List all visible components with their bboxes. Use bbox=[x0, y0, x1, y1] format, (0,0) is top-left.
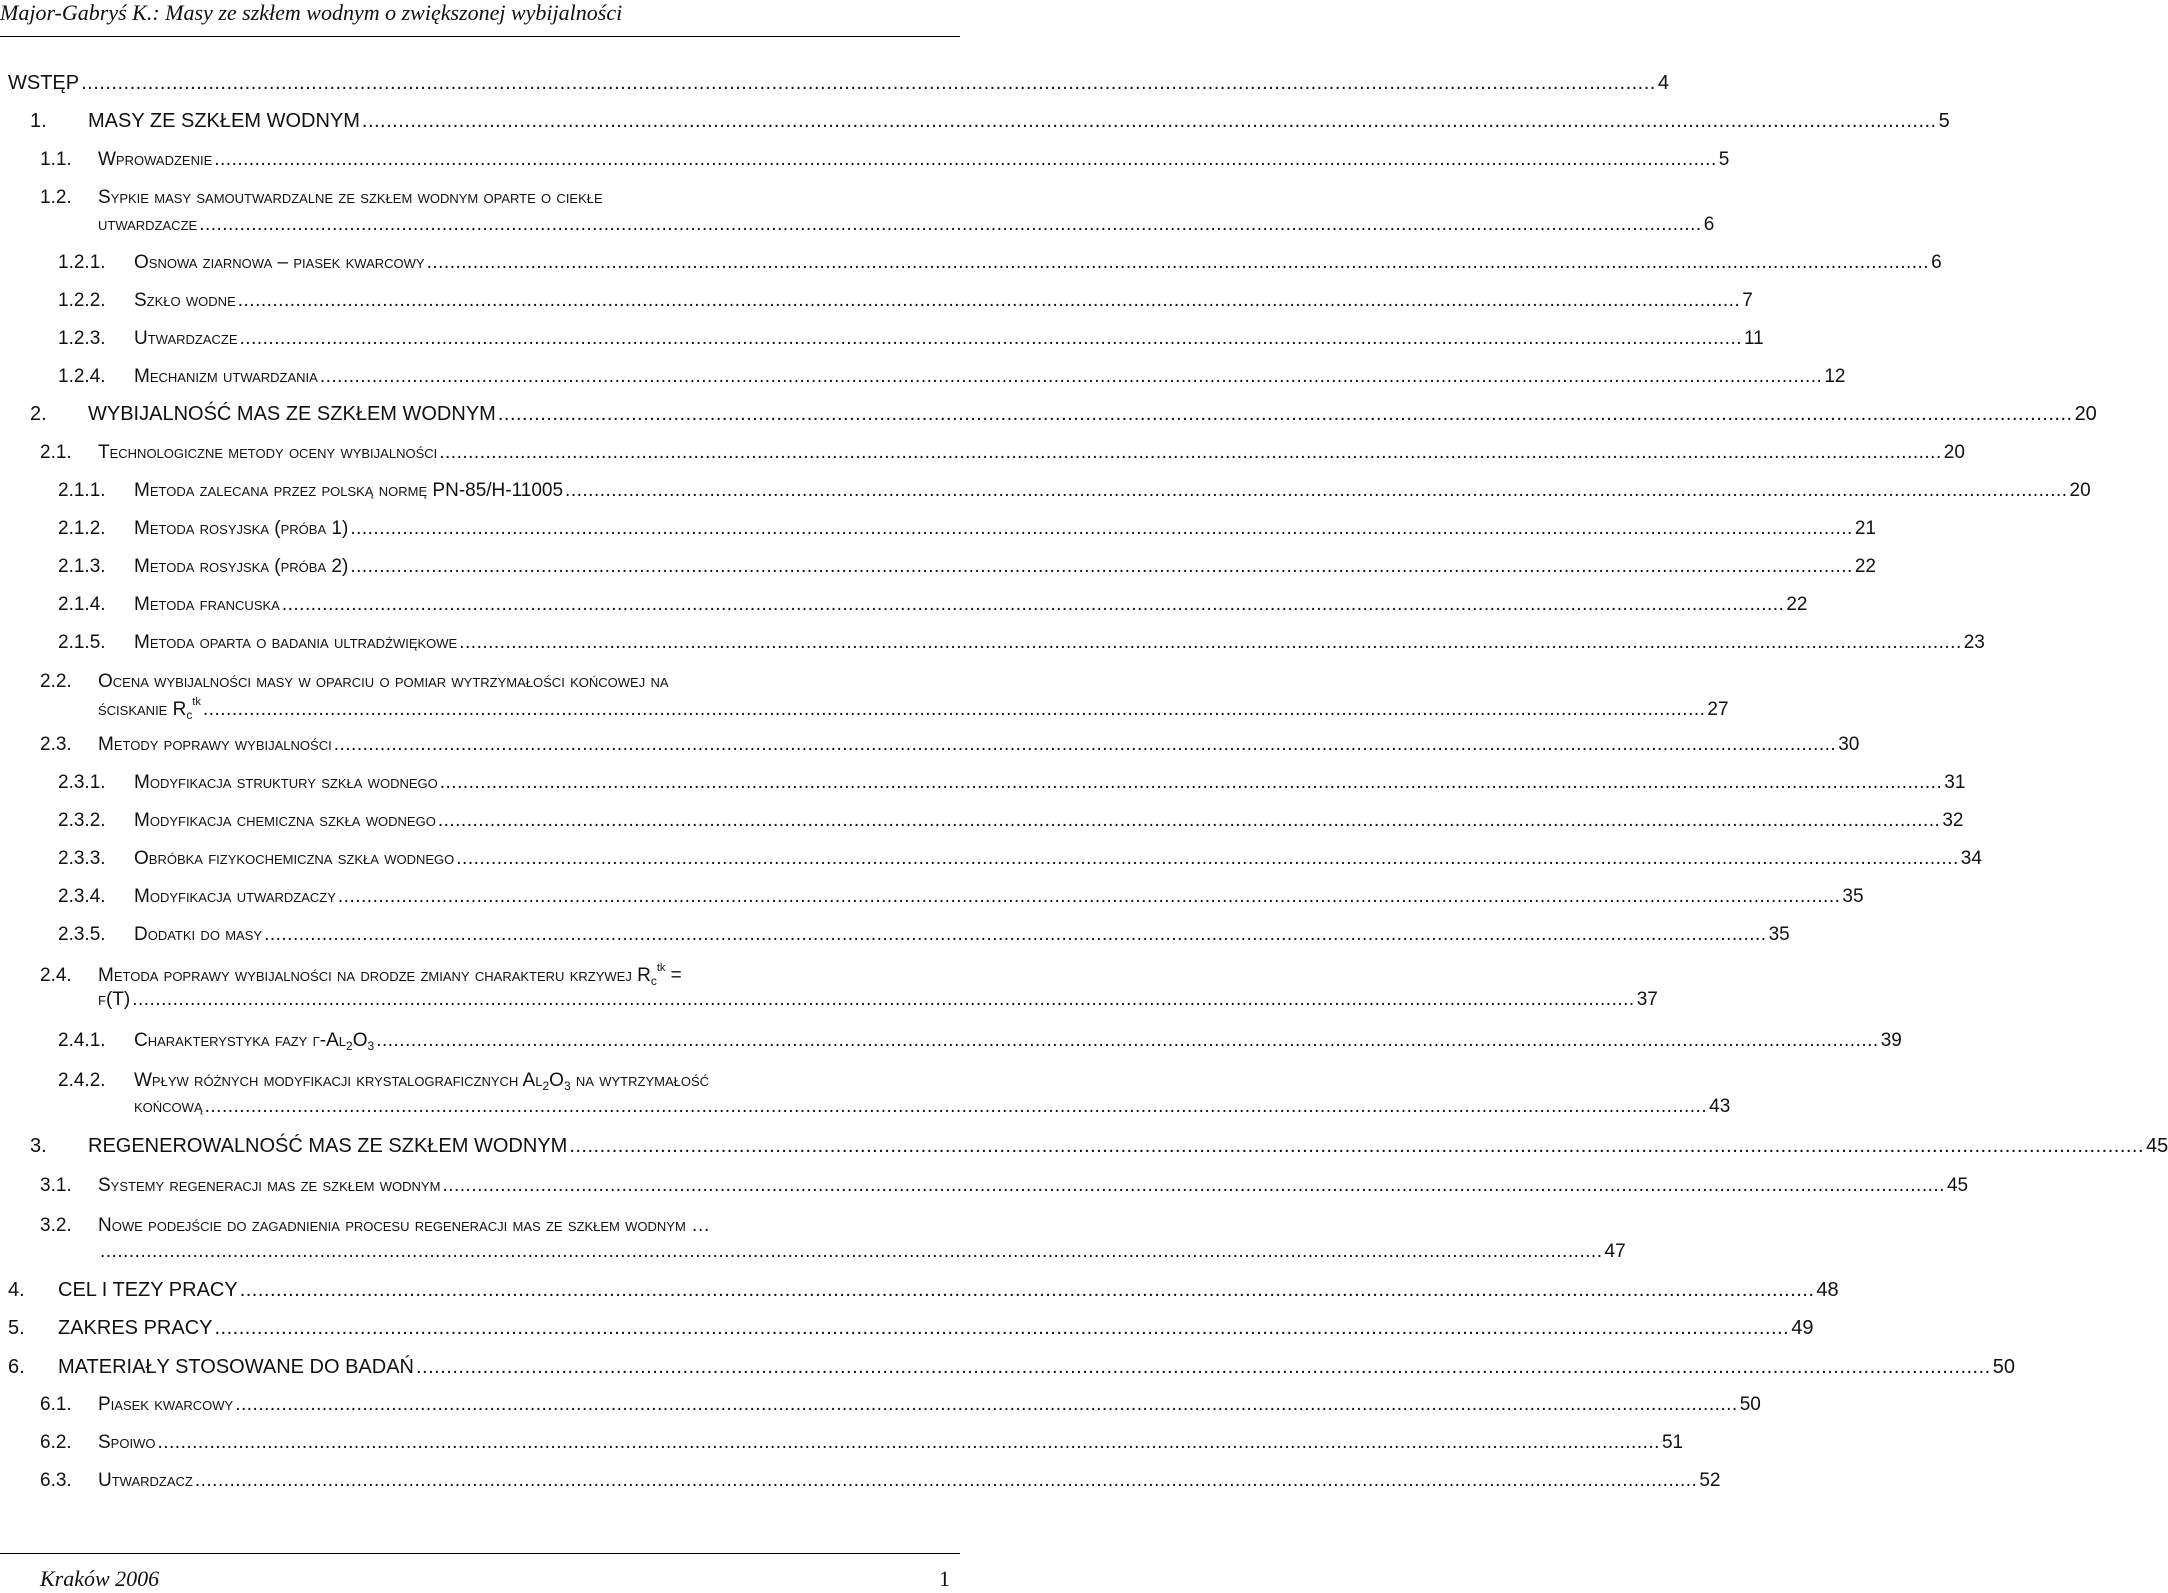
toc-entry-number: 2.1.1. bbox=[58, 480, 106, 501]
toc-entry-2-4-line1[interactable]: 2.4. Metoda poprawy wybijalności na drodze zmiany charakteru krzywej $R_c^{tk}$ = bbox=[40, 962, 682, 988]
toc-entry-title: Technologiczne metody oceny wybijalności bbox=[98, 442, 438, 463]
toc-leader-dots bbox=[338, 886, 1841, 908]
toc-entry-2-2-line1[interactable] bbox=[40, 671, 669, 693]
toc-entry-title: Charakterystyka fazy $\gamma-Al_2O_3$ bbox=[134, 1030, 375, 1053]
toc-entry-2-4-2[interactable] bbox=[58, 1096, 1731, 1118]
toc-entry-3[interactable] bbox=[30, 1135, 2168, 1158]
toc-entry-number: 1.2.4. bbox=[58, 366, 106, 387]
toc-entry-title-cont: f(T) bbox=[98, 989, 131, 1010]
toc-entry-title: Modyfikacja chemiczna szkła wodnego bbox=[134, 810, 436, 831]
toc-entry-title: Metoda francuska bbox=[134, 594, 280, 615]
toc-entry-page: 35 bbox=[1768, 924, 1790, 945]
toc-entry-page: 22 bbox=[1854, 556, 1876, 577]
toc-entry-page: 52 bbox=[1699, 1470, 1721, 1491]
toc-leader-dots bbox=[442, 1175, 1945, 1197]
toc-entry-page: 23 bbox=[1963, 632, 1985, 653]
toc-entry-page: 43 bbox=[1709, 1096, 1731, 1117]
toc-entry-number: 2.3.3. bbox=[58, 848, 106, 869]
toc-leader-dots bbox=[439, 442, 1942, 464]
toc-leader-dots bbox=[438, 810, 1941, 832]
toc-entry-page: 45 bbox=[1946, 1175, 1969, 1196]
toc-leader-dots bbox=[214, 1317, 1789, 1340]
toc-entry-title: REGENEROWALNOŚĆ MAS ZE SZKŁEM WODNYM bbox=[88, 1135, 568, 1157]
toc-entry-page: 6 bbox=[1931, 252, 1942, 273]
toc-entry-2-3-5[interactable] bbox=[58, 924, 1790, 946]
toc-entry-2-1[interactable] bbox=[40, 442, 1965, 464]
toc-entry-page: 30 bbox=[1838, 734, 1860, 755]
toc-entry-title: ZAKRES PRACY bbox=[58, 1317, 213, 1339]
toc-entry-number: 2.3.4. bbox=[58, 886, 106, 907]
toc-entry-1-2-2[interactable] bbox=[58, 290, 1753, 312]
toc-entry-number: 2.2. bbox=[40, 671, 72, 692]
toc-entry-number: 1.2. bbox=[40, 187, 72, 208]
toc-entry-number: 2.3.2. bbox=[58, 810, 106, 831]
toc-leader-dots bbox=[498, 403, 2073, 426]
toc-entry-page: 4 bbox=[1657, 72, 1669, 94]
toc-leader-dots bbox=[81, 72, 1656, 95]
toc-entry-3-2[interactable] bbox=[40, 1241, 1626, 1263]
toc-entry-wstep[interactable] bbox=[8, 72, 1669, 95]
toc-entry-2-4[interactable] bbox=[40, 989, 1658, 1011]
toc-leader-dots bbox=[376, 1030, 1879, 1052]
toc-entry-page: 5 bbox=[1718, 149, 1730, 170]
toc-entry-title: Obróbka fizykochemiczna szkła wodnego bbox=[134, 848, 455, 869]
toc-entry-1-2-4[interactable] bbox=[58, 366, 1846, 388]
toc-entry-number: 2.3.1. bbox=[58, 772, 106, 793]
toc-entry-number: 4. bbox=[8, 1279, 25, 1301]
toc-entry-title: Spoiwo bbox=[98, 1432, 156, 1453]
toc-entry-1[interactable] bbox=[30, 110, 1950, 133]
toc-leader-dots bbox=[334, 734, 1837, 756]
toc-entry-title: Modyfikacja struktury szkła wodnego bbox=[134, 772, 438, 793]
toc-leader-dots bbox=[350, 556, 1853, 578]
toc-entry-2-4-1[interactable] bbox=[58, 1030, 1902, 1053]
toc-leader-dots bbox=[235, 1394, 1738, 1416]
toc-leader-dots bbox=[350, 518, 1853, 540]
toc-leader-dots bbox=[264, 924, 1767, 946]
toc-leader-dots bbox=[214, 149, 1717, 171]
toc-leader-dots bbox=[203, 699, 1706, 721]
toc-entry-number: 1.2.1. bbox=[58, 252, 106, 273]
footer-place-date: Kraków 2006 bbox=[40, 1566, 160, 1591]
toc-leader-dots bbox=[459, 632, 1962, 654]
toc-entry-number: 2.1.5. bbox=[58, 632, 106, 653]
toc-entry-page: 7 bbox=[1742, 290, 1753, 311]
toc-entry-page: 20 bbox=[1943, 442, 1965, 463]
toc-entry-number: 6.2. bbox=[40, 1432, 72, 1453]
toc-leader-dots bbox=[565, 480, 2068, 502]
toc-entry-number: 2.1. bbox=[40, 442, 72, 463]
toc-entry-page: 20 bbox=[2069, 480, 2091, 501]
header-rule bbox=[0, 36, 960, 37]
toc-entry-page: 31 bbox=[1944, 772, 1966, 793]
toc-entry-3-1[interactable] bbox=[40, 1175, 1969, 1197]
toc-entry-title: MASY ZE SZKŁEM WODNYM bbox=[88, 110, 360, 132]
toc-entry-title: Nowe podejście do zagadnienia procesu regeneracji mas ze szkłem wodnym bbox=[98, 1215, 686, 1236]
toc-entry-number: 2. bbox=[30, 403, 47, 425]
toc-entry-page: 21 bbox=[1854, 518, 1876, 539]
toc-leader-dots bbox=[195, 1470, 1698, 1492]
toc-entry-2-3-3[interactable] bbox=[58, 848, 1982, 870]
toc-entry-2-3-4[interactable] bbox=[58, 886, 1864, 908]
toc-entry-title: Ocena wybijalności masy w oparciu o pomiar wytrzymałości końcowej na bbox=[98, 671, 669, 692]
toc-entry-2-1-2[interactable] bbox=[58, 518, 1876, 540]
toc-entry-title: Metoda poprawy wybijalności na drodze zmiany charakteru krzywej R bbox=[98, 965, 651, 986]
toc-leader-dots bbox=[320, 366, 1823, 388]
toc-entry-page: 34 bbox=[1960, 848, 1982, 869]
toc-entry-number: 2.1.2. bbox=[58, 518, 106, 539]
toc-entry-title: Modyfikacja utwardzaczy bbox=[134, 886, 336, 907]
toc-entry-page: 39 bbox=[1880, 1030, 1902, 1051]
toc-entry-2[interactable] bbox=[30, 403, 2097, 426]
toc-entry-title: Mechanizm utwardzania bbox=[134, 366, 318, 387]
toc-entry-page: 45 bbox=[2146, 1135, 2168, 1157]
toc-entry-2-1-3[interactable] bbox=[58, 556, 1876, 578]
toc-entry-number: 1.2.2. bbox=[58, 290, 106, 311]
toc-entry-page: 48 bbox=[1816, 1279, 1839, 1301]
toc-entry-6-1[interactable] bbox=[40, 1394, 1761, 1416]
toc-entry-page: 5 bbox=[1938, 110, 1950, 132]
toc-leader-dots bbox=[132, 989, 1635, 1011]
toc-entry-title: Systemy regeneracji mas ze szkłem wodnym bbox=[98, 1175, 441, 1196]
toc-entry-title: Utwardzacz bbox=[98, 1470, 193, 1491]
toc-entry-title: Szkło wodne bbox=[134, 290, 236, 311]
toc-entry-6[interactable] bbox=[8, 1356, 2015, 1379]
toc-entry-6-2[interactable] bbox=[40, 1432, 1684, 1454]
toc-entry-title-cont: końcową bbox=[134, 1096, 203, 1117]
toc-entry-page: 35 bbox=[1842, 886, 1864, 907]
toc-entry-title: WSTĘP bbox=[8, 72, 80, 94]
toc-entry-title: WYBIJALNOŚĆ MAS ZE SZKŁEM WODNYM bbox=[88, 403, 496, 425]
toc-entry-page: 12 bbox=[1824, 366, 1846, 387]
toc-leader-dots bbox=[440, 772, 1943, 794]
toc-entry-number: 6. bbox=[8, 1356, 25, 1378]
toc-entry-title-cont: utwardzacze bbox=[98, 214, 198, 235]
toc-leader-dots bbox=[427, 252, 1930, 274]
toc-entry-title: Metoda oparta o badania ultradźwiękowe bbox=[134, 632, 458, 653]
toc-entry-page: 50 bbox=[1739, 1394, 1761, 1415]
toc-entry-4[interactable] bbox=[8, 1279, 1839, 1302]
toc-leader-dots bbox=[205, 1096, 1708, 1118]
toc-entry-1-1[interactable] bbox=[40, 149, 1730, 171]
toc-entry-number: 2.4.2. bbox=[58, 1070, 106, 1091]
toc-entry-title: Wprowadzenie bbox=[98, 149, 213, 170]
toc-entry-title: Osnowa ziarnowa – piasek kwarcowy bbox=[134, 252, 425, 273]
toc-entry-title: Metoda rosyjska (próba 1) bbox=[134, 518, 349, 539]
toc-entry-number: 3.1. bbox=[40, 1175, 72, 1196]
toc-entry-2-1-5[interactable] bbox=[58, 632, 1985, 654]
toc-entry-number: 2.3.5. bbox=[58, 924, 106, 945]
toc-entry-1-2-1[interactable] bbox=[58, 252, 1942, 274]
toc-entry-page: 32 bbox=[1942, 810, 1964, 831]
toc-leader-dots bbox=[569, 1135, 2144, 1158]
toc-entry-page: 51 bbox=[1661, 1432, 1684, 1453]
toc-entry-2-3-1[interactable] bbox=[58, 772, 1966, 794]
toc-entry-title: Piasek kwarcowy bbox=[98, 1394, 234, 1415]
toc-leader-dots bbox=[199, 214, 1702, 236]
toc-entry-page: 49 bbox=[1791, 1317, 1814, 1339]
toc-entry-number: 2.4. bbox=[40, 965, 72, 986]
toc-entry-1-2[interactable] bbox=[40, 214, 1715, 236]
toc-entry-title: CEL I TEZY PRACY bbox=[58, 1279, 238, 1301]
toc-entry-1-2-line1[interactable] bbox=[40, 187, 603, 209]
toc-entry-2-3[interactable] bbox=[40, 734, 1860, 756]
toc-entry-2-2[interactable] bbox=[40, 696, 1729, 722]
toc-entry-5[interactable] bbox=[8, 1317, 1814, 1340]
toc-entry-number: 1.1. bbox=[40, 149, 72, 170]
toc-entry-page: 37 bbox=[1636, 989, 1658, 1010]
toc-entry-page: 27 bbox=[1707, 699, 1729, 720]
toc-entry-2-1-1[interactable] bbox=[58, 480, 2091, 502]
toc-entry-number: 1.2.3. bbox=[58, 328, 106, 349]
toc-leader-dots bbox=[282, 594, 1785, 616]
toc-entry-number: 1. bbox=[30, 110, 47, 132]
toc-entry-6-3[interactable] bbox=[40, 1470, 1721, 1492]
toc-entry-title: Sypkie masy samoutwardzalne ze szkłem wodnym oparte o ciekłe bbox=[98, 187, 603, 208]
toc-leader-dots bbox=[100, 1241, 1603, 1263]
toc-entry-title: Dodatki do masy bbox=[134, 924, 263, 945]
toc-entry-number: 2.1.4. bbox=[58, 594, 106, 615]
toc-leader-dots bbox=[456, 848, 1959, 870]
toc-entry-page: 6 bbox=[1703, 214, 1715, 235]
toc-entry-page: 50 bbox=[1992, 1356, 2015, 1378]
toc-entry-title-cont: ściskanie $R_c^{tk}$ bbox=[98, 696, 201, 722]
toc-entry-title: Metoda rosyjska (próba 2) bbox=[134, 556, 349, 577]
toc-entry-number: 2.4.1. bbox=[58, 1030, 106, 1051]
toc-entry-page: 22 bbox=[1786, 594, 1808, 615]
toc-entry-number: 5. bbox=[8, 1317, 25, 1339]
toc-entry-number: 2.3. bbox=[40, 734, 72, 755]
toc-leader-dots bbox=[362, 110, 1937, 133]
toc-entry-page: 20 bbox=[2074, 403, 2097, 425]
toc-entry-2-1-4[interactable] bbox=[58, 594, 1808, 616]
toc-entry-number: 6.3. bbox=[40, 1470, 72, 1491]
toc-entry-page: 47 bbox=[1604, 1241, 1626, 1262]
toc-entry-number: 2.1.3. bbox=[58, 556, 106, 577]
toc-leader-dots bbox=[238, 290, 1741, 312]
toc-leader-dots bbox=[157, 1432, 1660, 1454]
toc-entry-title: Wpływ różnych modyfikacji krystalograficznych Al bbox=[134, 1070, 543, 1091]
toc-leader-dots bbox=[240, 328, 1743, 350]
toc-entry-title: Utwardzacze bbox=[134, 328, 238, 349]
toc-entry-title: MATERIAŁY STOSOWANE DO BADAŃ bbox=[58, 1356, 414, 1378]
toc-leader-dots bbox=[416, 1356, 1991, 1379]
footer-page-number: 1 bbox=[939, 1566, 950, 1591]
toc-entry-title: Metoda zalecana przez polską normę PN-85/H-11005 bbox=[134, 480, 564, 501]
toc-entry-title: Metody poprawy wybijalności bbox=[98, 734, 332, 755]
toc-entry-number: 6.1. bbox=[40, 1394, 72, 1415]
toc-entry-1-2-3[interactable] bbox=[58, 328, 1764, 350]
toc-entry-number: 3.2. bbox=[40, 1215, 72, 1236]
toc-leader-dots bbox=[240, 1279, 1815, 1302]
toc-entry-page: 11 bbox=[1744, 328, 1764, 349]
toc-entry-2-4-2-line1[interactable]: 2.4.2. Wpływ różnych modyfikacji krystalograficznych $Al_2O_3$ na wytrzymałość bbox=[58, 1070, 710, 1093]
toc-entry-3-2-line1[interactable]: 3.2. Nowe podejście do zagadnienia procesu regeneracji mas ze szkłem wodnym … bbox=[40, 1215, 711, 1236]
document-header-title: Major-Gabryś K.: Masy ze szkłem wodnym o zwiększonej wybijalności bbox=[0, 0, 623, 25]
toc-entry-number: 3. bbox=[30, 1135, 47, 1157]
footer-rule bbox=[0, 1553, 960, 1554]
toc-entry-2-3-2[interactable] bbox=[58, 810, 1964, 832]
